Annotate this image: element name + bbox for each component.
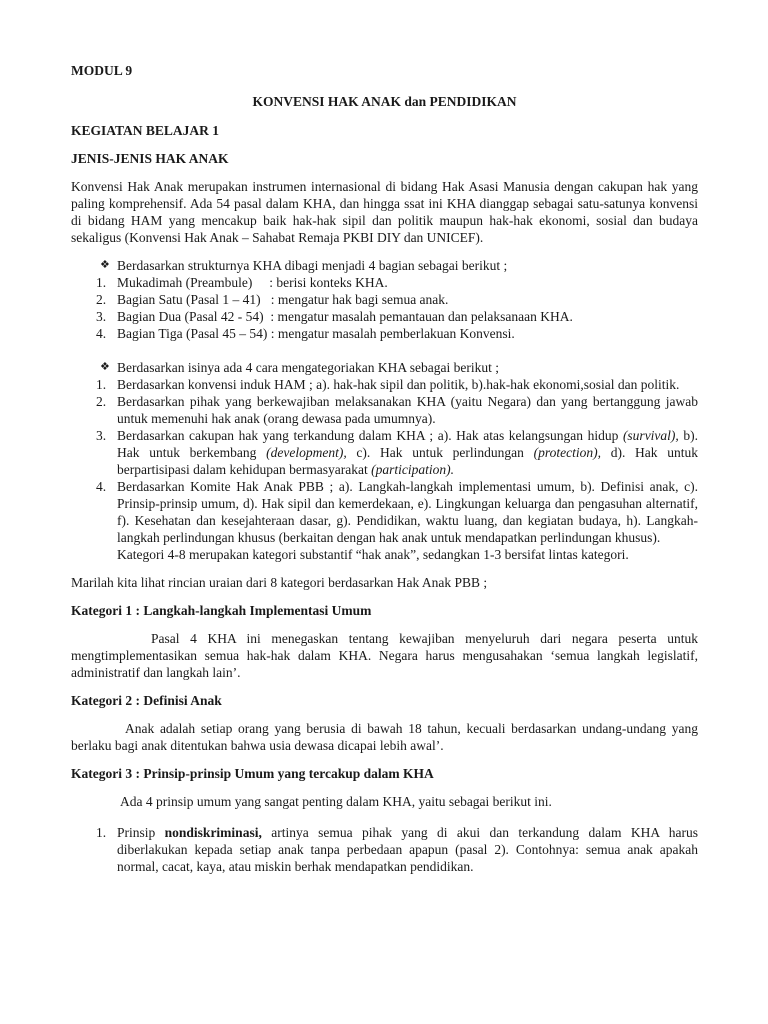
diamond-bullet-icon: ❖ [100, 259, 110, 271]
structure-list-block [71, 257, 698, 342]
intro-paragraph: Konvensi Hak Anak merupakan instrumen internasional di bidang Hak Asasi Manusia dengan cakupan hak yang paling komprehensif. Ada 54 pasal dalam KHA, dan hingga ssat ini KHA dianggap sebagai satu-satunya konvensi di bidang HAM yang mencakup baik hak-hak sipil dan politik maupun hak-hak ekonomi, sosial dan budaya sekaligus (Konvensi Hak Anak – Sahabat Remaja PKBI DIY dan UNICEF). [71, 179, 698, 245]
document-title: KONVENSI HAK ANAK dan PENDIDIKAN [252, 94, 517, 109]
structure-list [71, 274, 698, 342]
category-3-body: Ada 4 prinsip umum yang sangat penting dalam KHA, yaitu sebagai berikut ini. [120, 794, 552, 809]
list-item: 1. Prinsip nondiskriminasi, artinya semua pihak yang di akui dan terkandung dalam KHA harus diberlakukan kepada setiap anak tanpa perbedaan apapun (pasal 2). Contohnya: semua anak apakah normal, cacat, kaya, atau miskin berhak mendapatkan pendidikan. [96, 825, 698, 874]
module-heading: MODUL 9 [71, 63, 133, 78]
category-3-heading: Kategori 3 : Prinsip-prinsip Umum yang tercakup dalam KHA [71, 766, 434, 781]
content-list [71, 376, 698, 546]
content-list-block [71, 359, 698, 563]
category-2-body: Anak adalah setiap orang yang berusia di bawah 18 tahun, kecuali berdasarkan undang-undang yang berlaku bagi anak ditentukan bahwa usia dewasa dicapai lebih awal’. [71, 721, 698, 753]
document-page [71, 62, 698, 875]
list-item: 3. Berdasarkan cakupan hak yang terkandung dalam KHA ; a). Hak atas kelangsungan hidup (survival), b). Hak untuk berkembang (development), c). Hak untuk perlindungan (protection), d). Hak untuk berpartisipasi dalam kehidupan bermasyarakat (participation). [96, 428, 698, 477]
structure-lead: ❖ Berdasarkan strukturnya KHA dibagi menjadi 4 bagian sebagai berikut ; [100, 258, 508, 273]
activity-heading: KEGIATAN BELAJAR 1 [71, 123, 220, 138]
category-2-heading: Kategori 2 : Definisi Anak [71, 693, 222, 708]
content-lead: ❖ Berdasarkan isinya ada 4 cara mengategoriakan KHA sebagai berikut ; [100, 360, 499, 375]
category-1-body: Pasal 4 KHA ini menegaskan tentang kewajiban menyeluruh dari negara peserta untuk mengtimplementasikan semua hak-hak dalam KHA. Negara harus mengusahakan ‘semua langkah legislatif, administratif dan langkah lain’. [71, 631, 698, 680]
list-item: 2. Berdasarkan pihak yang berkewajiban melaksanakan KHA (yaitu Negara) dan yang bertanggung jawab untuk memenuhi hak anak (orang dewasa pada umumnya). [96, 394, 698, 426]
principles-list [71, 824, 698, 875]
category-1-heading: Kategori 1 : Langkah-langkah Implementasi Umum [71, 603, 372, 618]
category-note: Kategori 4-8 merupakan kategori substantif “hak anak”, sedangkan 1-3 bersifat lintas kategori. [117, 547, 629, 562]
section-heading: JENIS-JENIS HAK ANAK [71, 151, 229, 166]
list-item: 3. Bagian Dua (Pasal 42 - 54) : mengatur masalah pemantauan dan pelaksanaan KHA. [96, 309, 573, 324]
list-item: 2. Bagian Satu (Pasal 1 – 41) : mengatur hak bagi semua anak. [96, 292, 449, 307]
list-item: 4. Berdasarkan Komite Hak Anak PBB ; a). Langkah-langkah implementasi umum, b). Definisi anak, c). Prinsip-prinsip umum, d). Hak sipil dan kemerdekaan, e). Lingkungan keluarga dan pengasuhan alternatif, f). Kesehatan dan kesejahteraan dasar, g). Pendidikan, waktu luang, dan kegiatan budaya, h). Langkah-langkah perlindungan khusus (berkaitan dengan hak anak untuk mendapatkan perlindungan khusus). [96, 479, 698, 545]
categories-lead: Marilah kita lihat rincian uraian dari 8 kategori berdasarkan Hak Anak PBB ; [71, 575, 488, 590]
list-item: 1. Berdasarkan konvensi induk HAM ; a). hak-hak sipil dan politik, b).hak-hak ekonomi,sosial dan politik. [96, 377, 680, 392]
list-item: 4. Bagian Tiga (Pasal 45 – 54) : mengatur masalah pemberlakuan Konvensi. [96, 326, 515, 341]
list-item: 1. Mukadimah (Preambule) : berisi konteks KHA. [96, 275, 388, 290]
diamond-bullet-icon: ❖ [100, 361, 110, 373]
